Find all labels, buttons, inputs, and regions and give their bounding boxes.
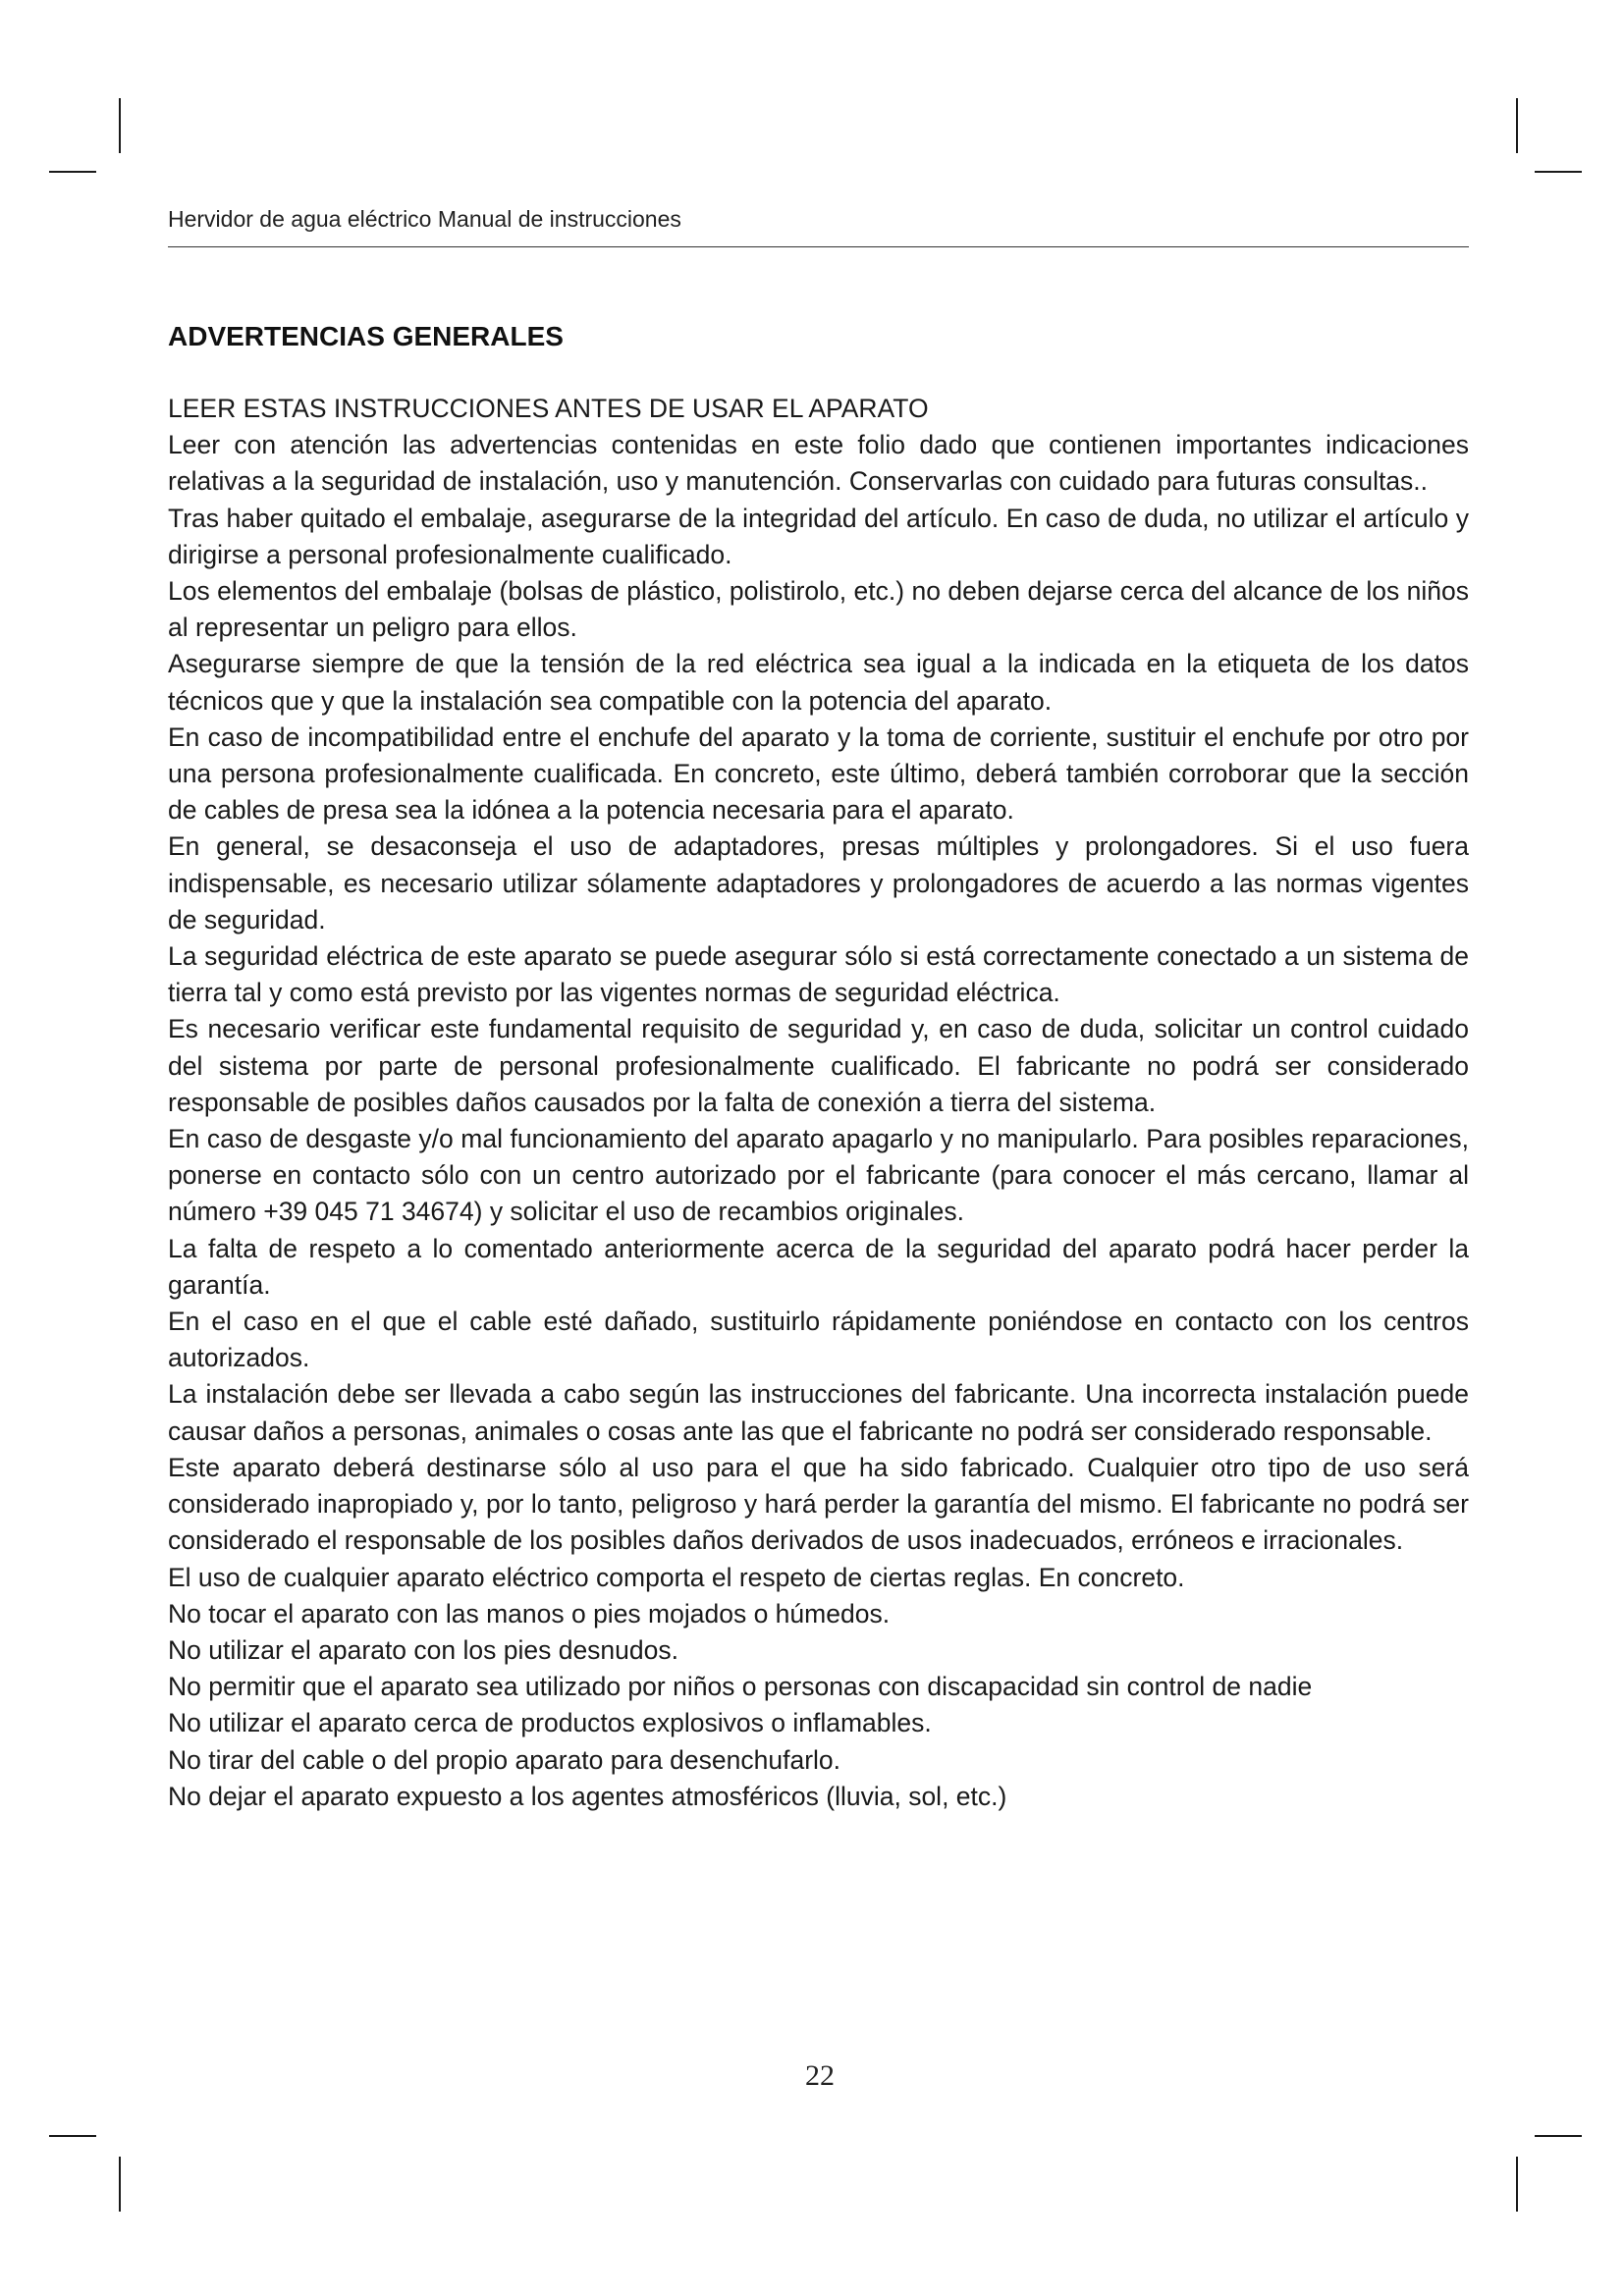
crop-mark bbox=[1535, 2135, 1582, 2137]
paragraph: No utilizar el aparato con los pies desnudos. bbox=[168, 1634, 678, 1665]
paragraph: La falta de respeto a lo comentado anteriormente acerca de la seguridad del aparato podrá hacer perder la garantía. bbox=[168, 1233, 1469, 1300]
paragraph: Este aparato deberá destinarse sólo al uso para el que ha sido fabricado. Cualquier otro tipo de uso será considerado inapropiado y, por lo tanto, peligroso y hará perder la garantía del mismo. El fabricante no podrá ser considerado el responsable de los posibles daños derivados de usos inadecuados, erróneos e irracionales. bbox=[168, 1452, 1469, 1556]
paragraph: No permitir que el aparato sea utilizado por niños o personas con discapacidad sin control de nadie bbox=[168, 1672, 1313, 1702]
paragraph: No tocar el aparato con las manos o pies mojados o húmedos. bbox=[168, 1598, 891, 1629]
crop-mark bbox=[1516, 98, 1518, 153]
paragraph: No utilizar el aparato cerca de productos explosivos o inflamables. bbox=[168, 1708, 932, 1738]
crop-mark bbox=[1516, 2157, 1518, 2212]
paragraph: En general, se desaconseja el uso de adaptadores, presas múltiples y prolongadores. Si el uso fuera indispensable, es necesario utilizar sólamente adaptadores y prolongadores de acuerdo a las normas vigentes de seguridad. bbox=[168, 831, 1469, 934]
paragraph: Tras haber quitado el embalaje, asegurarse de la integridad del artículo. En caso de duda, no utilizar el artículo y dirigirse a personal profesionalmente cualificado. bbox=[168, 503, 1469, 569]
paragraph: Es necesario verificar este fundamental requisito de seguridad y, en caso de duda, solicitar un control cuidado del sistema por parte de personal profesionalmente cualificado. El fabricante no podrá ser considerado responsable de posibles daños causados por la falta de conexión a tierra del sistema. bbox=[168, 1014, 1469, 1117]
paragraph: La instalación debe ser llevada a cabo según las instrucciones del fabricante. Una incorrecta instalación puede causar daños a personas, animales o cosas ante las que el fabricante no podrá ser considerado responsable. bbox=[168, 1379, 1469, 1446]
paragraph: No dejar el aparato expuesto a los agentes atmosféricos (lluvia, sol, etc.) bbox=[168, 1781, 1007, 1811]
page-number: 22 bbox=[805, 2059, 835, 2092]
crop-mark bbox=[1535, 171, 1582, 173]
crop-mark bbox=[119, 2157, 121, 2212]
paragraph: El uso de cualquier aparato eléctrico comporta el respeto de ciertas reglas. En concreto. bbox=[168, 1562, 1185, 1592]
paragraph: LEER ESTAS INSTRUCCIONES ANTES DE USAR EL APARATO bbox=[168, 394, 929, 423]
crop-mark bbox=[49, 2135, 96, 2137]
crop-mark bbox=[49, 171, 96, 173]
paragraph: En caso de desgaste y/o mal funcionamiento del aparato apagarlo y no manipularlo. Para posibles reparaciones, ponerse en contacto sólo con un centro autorizado por el fabricante (para conocer el más cercano, llamar al número +39 045 71 34674) y solicitar el uso de recambios originales. bbox=[168, 1124, 1469, 1227]
paragraph: En caso de incompatibilidad entre el enchufe del aparato y la toma de corriente, sustituir el enchufe por otro por una persona profesionalmente cualificada. En concreto, este último, deberá también corroborar que la sección de cables de presa sea la idónea a la potencia necesaria para el aparato. bbox=[168, 721, 1469, 826]
paragraph: Asegurarse siempre de que la tensión de la red eléctrica sea igual a la indicada en la etiqueta de los datos técnicos que y que la instalación sea compatible con la potencia del aparato. bbox=[168, 649, 1469, 716]
paragraph: No tirar del cable o del propio aparato para desenchufarlo. bbox=[168, 1744, 841, 1775]
running-header bbox=[168, 206, 1469, 247]
section-title: ADVERTENCIAS GENERALES bbox=[168, 321, 564, 351]
body-text bbox=[168, 391, 1469, 1815]
header-title: Hervidor de agua eléctrico Manual de instrucciones bbox=[168, 206, 681, 232]
paragraph: En el caso en el que el cable esté dañado, sustituirlo rápidamente poniéndose en contacto con los centros autorizados. bbox=[168, 1307, 1469, 1373]
paragraph: La seguridad eléctrica de este aparato se puede asegurar sólo si está correctamente conectado a un sistema de tierra tal y como está previsto por las vigentes normas de seguridad eléctrica. bbox=[168, 941, 1469, 1008]
crop-mark bbox=[119, 98, 121, 153]
paragraph: Los elementos del embalaje (bolsas de plástico, polistirolo, etc.) no deben dejarse cerca del alcance de los niños al representar un peligro para ellos. bbox=[168, 576, 1469, 643]
paragraph: Leer con atención las advertencias contenidas en este folio dado que contienen importantes indicaciones relativas a la seguridad de instalación, uso y manutención. Conservarlas con cuidado para futuras consultas.. bbox=[168, 430, 1469, 497]
